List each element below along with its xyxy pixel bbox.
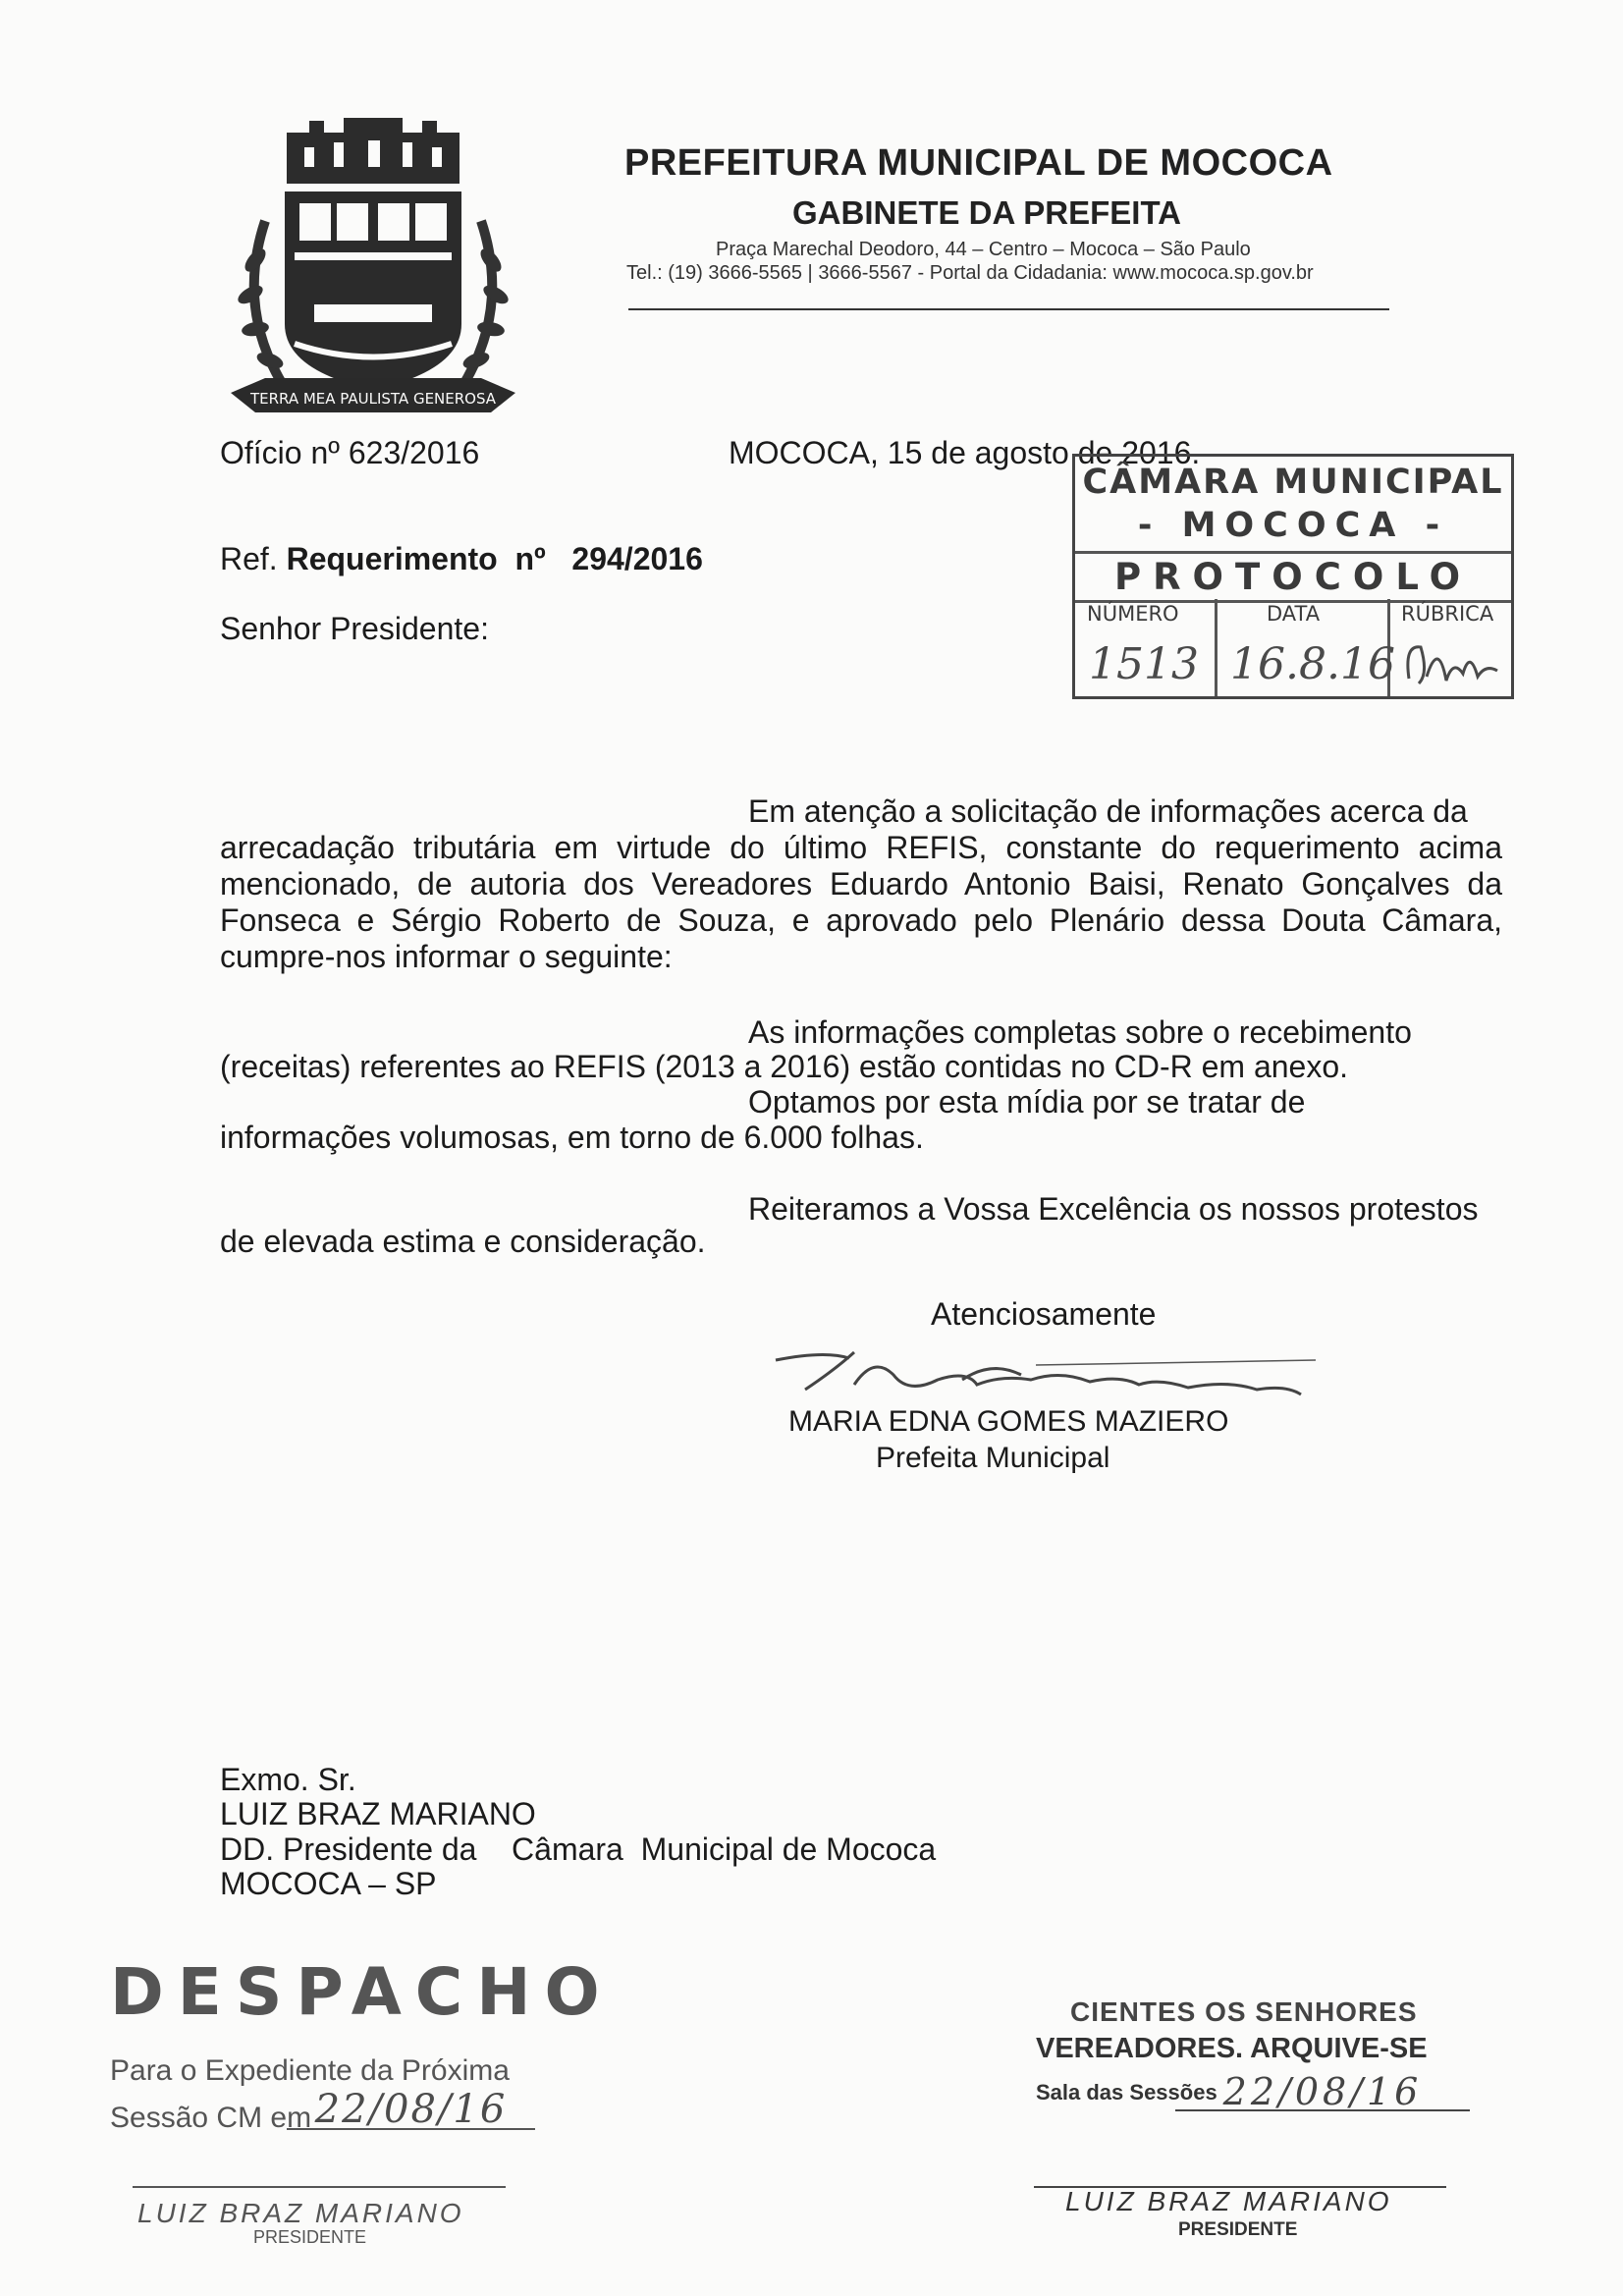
letterhead-subtitle: GABINETE DA PREFEITA <box>792 194 1182 231</box>
stamp-col-data: DATA <box>1267 602 1321 626</box>
reference-value: Requerimento nº 294/2016 <box>286 541 703 576</box>
body-line: As informações completas sobre o recebimento <box>748 1014 1412 1050</box>
sign-off: Atenciosamente <box>931 1296 1157 1332</box>
cientes-date: 22/08/16 <box>1175 2070 1470 2111</box>
body-line: Optamos por esta mídia por se tratar de <box>748 1084 1306 1120</box>
signatory-role: Prefeita Municipal <box>876 1442 1110 1474</box>
cientes-name: LUIZ BRAZ MARIANO <box>1065 2186 1392 2216</box>
body-line: arrecadação tributária em virtude do último REFIS, constante do requerimento acima <box>220 830 1502 865</box>
addressee-line: Exmo. Sr. <box>220 1762 356 1797</box>
reference-label: Ref. <box>220 541 278 576</box>
oficio-number: Ofício nº 623/2016 <box>220 435 480 470</box>
cientes-line-2: VEREADORES. ARQUIVE-SE <box>1036 2033 1428 2064</box>
rubrica-initials-icon <box>1399 629 1507 694</box>
stamp-line-2: - MOCOCA - <box>1137 506 1449 545</box>
stamp-line-3: PROTOCOLO <box>1075 551 1511 603</box>
municipal-crest-icon <box>226 113 520 437</box>
crest-banner-text: TERRA MEA PAULISTA GENEROSA <box>249 390 497 408</box>
cientes-line-3: Sala das Sessões <box>1036 2080 1217 2105</box>
despacho-stamp-title: DESPACHO <box>110 1954 614 2030</box>
stamp-numero-value: 1513 <box>1089 639 1199 689</box>
despacho-date: 22/08/16 <box>287 2087 535 2130</box>
body-line: informações volumosas, em torno de 6.000 folhas. <box>220 1120 924 1155</box>
despacho-name: LUIZ BRAZ MARIANO <box>137 2198 464 2228</box>
despacho-line-2: Sessão CM em <box>110 2102 312 2134</box>
letterhead-divider <box>628 308 1389 310</box>
despacho-line-1: Para o Expediente da Próxima <box>110 2054 510 2087</box>
despacho-role: PRESIDENTE <box>253 2227 367 2247</box>
letterhead-contact: Tel.: (19) 3666-5565 | 3666-5567 - Portal da Cidadania: www.mococa.sp.gov.br <box>626 262 1314 284</box>
stamp-divider <box>1215 599 1217 699</box>
stamp-col-numero: NÚMERO <box>1087 602 1179 626</box>
body-line: cumpre-nos informar o seguinte: <box>220 939 673 974</box>
body-line: de elevada estima e consideração. <box>220 1224 706 1259</box>
reference-line <box>220 543 703 574</box>
despacho-signature-line <box>133 2186 506 2188</box>
addressee-line: MOCOCA – SP <box>220 1866 437 1901</box>
body-line: Fonseca e Sérgio Roberto de Souza, e aprovado pelo Plenário dessa Douta Câmara, <box>220 902 1502 938</box>
body-line: Reiteramos a Vossa Excelência os nossos protestos <box>748 1191 1479 1227</box>
body-line: mencionado, de autoria dos Vereadores Eduardo Antonio Baisi, Renato Gonçalves da <box>220 866 1502 902</box>
cientes-role: PRESIDENTE <box>1178 2219 1298 2240</box>
place-date: MOCOCA, 15 de agosto de 2016. <box>729 435 1201 470</box>
protocol-stamp <box>1072 454 1514 699</box>
body-line: Em atenção a solicitação de informações acerca da <box>748 793 1468 829</box>
salutation: Senhor Presidente: <box>220 611 489 646</box>
cientes-line-1: CIENTES OS SENHORES <box>1070 1996 1418 2027</box>
addressee-line: DD. Presidente da Câmara Municipal de Mococa <box>220 1831 937 1867</box>
stamp-line-1: CÂMARA MUNICIPAL <box>1082 463 1504 502</box>
stamp-col-rubrica: RÚBRICA <box>1401 602 1494 626</box>
letterhead-address: Praça Marechal Deodoro, 44 – Centro – Mococa – São Paulo <box>716 239 1251 260</box>
stamp-data-value: 16.8.16 <box>1230 639 1395 689</box>
body-line: (receitas) referentes ao REFIS (2013 a 2016) estão contidas no CD-R em anexo. <box>220 1049 1349 1084</box>
letterhead-title: PREFEITURA MUNICIPAL DE MOCOCA <box>624 142 1333 184</box>
signatory-name: MARIA EDNA GOMES MAZIERO <box>788 1405 1229 1438</box>
addressee-line: LUIZ BRAZ MARIANO <box>220 1796 536 1831</box>
